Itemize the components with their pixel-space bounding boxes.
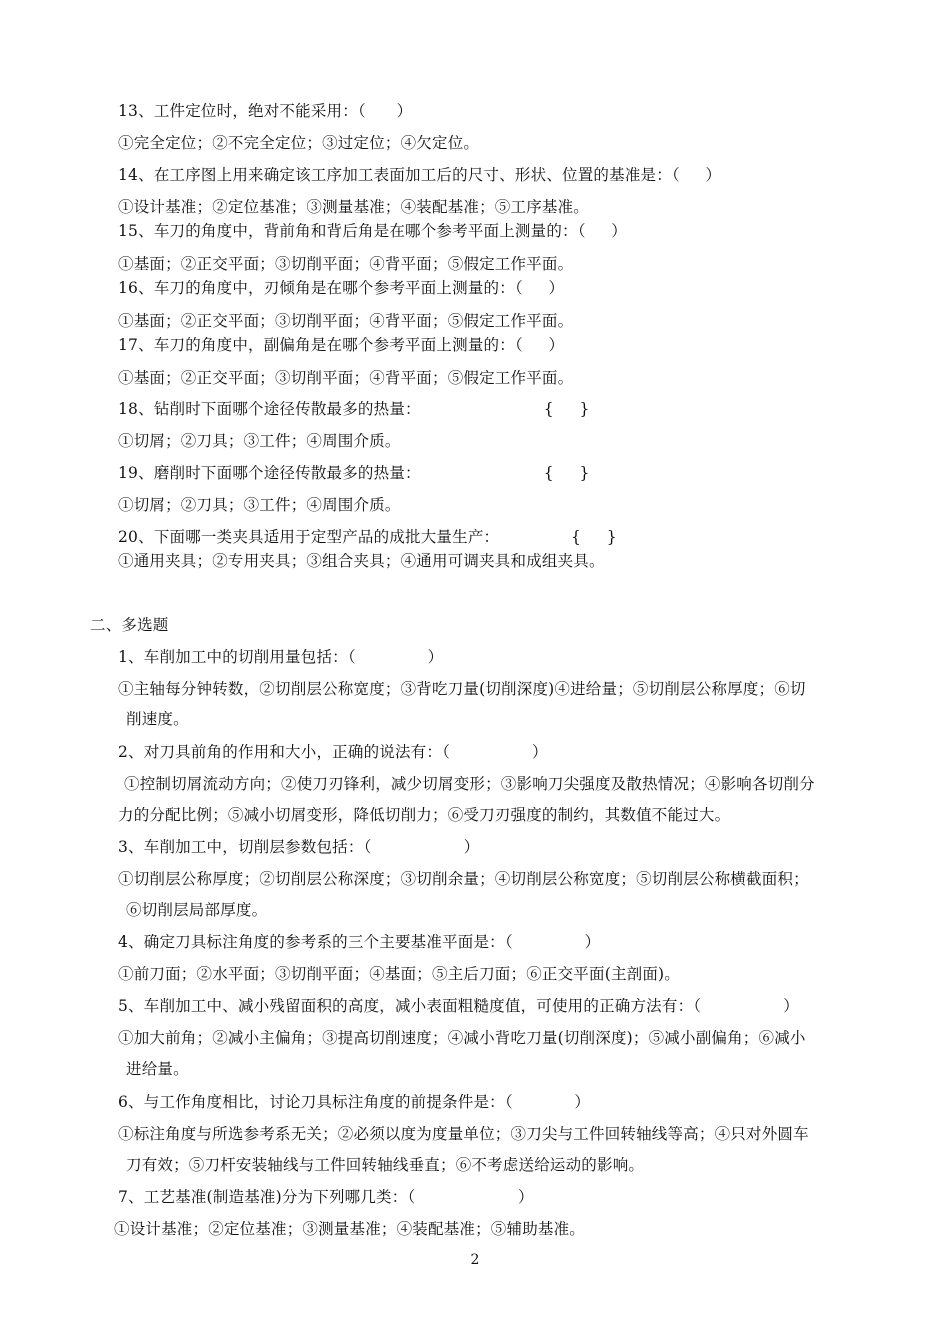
- multi-question-6-options-cont: 刀有效；⑤刀杆安装轴线与工件回转轴线垂直；⑥不考虑送给运动的影响。: [126, 1156, 645, 1174]
- question-17: 17、车刀的角度中，副偏角是在哪个参考平面上测量的：（ ）: [118, 336, 565, 354]
- multi-question-4-options: ①前刀面；②水平面；③切削平面；④基面；⑤主后刀面；⑥正交平面(主剖面)。: [118, 965, 680, 983]
- question-13: 13、工件定位时，绝对不能采用：（ ）: [118, 102, 413, 120]
- multi-question-6-options: ①标注角度与所选参考系无关；②必须以度为度量单位；③刀尖与工件回转轴线等高；④只对外圆车: [118, 1125, 809, 1143]
- multi-question-5-options: ①加大前角；②减小主偏角；③提高切削速度；④减小背吃刀量(切削深度)；⑤减小副偏角；⑥减小: [118, 1029, 806, 1047]
- multi-question-3: 3、车削加工中，切削层参数包括：（ ）: [118, 838, 480, 856]
- multi-question-1: 1、车削加工中的切削用量包括：（ ）: [118, 648, 444, 666]
- multi-question-5-options-cont: 进给量。: [126, 1060, 189, 1078]
- question-16: 16、车刀的角度中，刃倾角是在哪个参考平面上测量的：（ ）: [118, 279, 565, 297]
- question-18-options: ①切屑；②刀具；③工件；④周围介质。: [118, 432, 401, 450]
- question-17-options: ①基面；②正交平面；③切削平面；④背平面；⑤假定工作平面。: [118, 369, 574, 387]
- question-14-options: ①设计基准；②定位基准；③测量基准；④装配基准；⑤工序基准。: [118, 198, 590, 216]
- question-14: 14、在工序图上用来确定该工序加工表面加工后的尺寸、形状、位置的基准是：（ ）: [118, 166, 722, 184]
- multi-question-5: 5、车削加工中、减小残留面积的高度，减小表面粗糙度值，可使用的正确方法有：（ ）: [118, 997, 799, 1015]
- page-number: 2: [470, 1252, 480, 1268]
- multi-question-4: 4、确定刀具标注角度的参考系的三个主要基准平面是：（ ）: [118, 933, 601, 951]
- multi-question-2-options-cont: 力的分配比例；⑤减小切屑变形，降低切削力；⑥受刀刃强度的制约，其数值不能过大。: [118, 806, 731, 824]
- multi-question-1-options-cont: 削速度。: [126, 710, 189, 728]
- question-20: 20、下面哪一类夹具适用于定型产品的成批大量生产： { }: [118, 528, 617, 546]
- section-title: 二、多选题: [90, 616, 169, 634]
- multi-question-7-options: ①设计基准；②定位基准；③测量基准；④装配基准；⑤辅助基准。: [114, 1220, 586, 1238]
- question-15-options: ①基面；②正交平面；③切削平面；④背平面；⑤假定工作平面。: [118, 255, 574, 273]
- multi-question-2-options: ①控制切屑流动方向；②使刀刃锋利，减少切屑变形；③影响刀尖强度及散热情况；④影响各切削分: [124, 775, 815, 793]
- question-18: 18、钻削时下面哪个途径传散最多的热量： { }: [118, 400, 590, 418]
- question-19: 19、磨削时下面哪个途径传散最多的热量： { }: [118, 464, 590, 482]
- question-19-options: ①切屑；②刀具；③工件；④周围介质。: [118, 496, 401, 514]
- multi-question-1-options: ①主轴每分钟转数，②切削层公称宽度；③背吃刀量(切削深度)④进给量；⑤切削层公称厚度；⑥切: [118, 680, 806, 698]
- question-15: 15、车刀的角度中，背前角和背后角是在哪个参考平面上测量的：（ ）: [118, 222, 628, 240]
- multi-question-7: 7、工艺基准(制造基准)分为下列哪几类：（ ）: [118, 1188, 534, 1206]
- multi-question-3-options: ①切削层公称厚度；②切削层公称深度；③切削余量；④切削层公称宽度；⑤切削层公称横截面积；: [118, 870, 809, 888]
- question-13-options: ①完全定位；②不完全定位；③过定位；④欠定位。: [118, 134, 480, 152]
- multi-question-3-options-cont: ⑥切削层局部厚度。: [126, 901, 268, 919]
- question-16-options: ①基面；②正交平面；③切削平面；④背平面；⑤假定工作平面。: [118, 312, 574, 330]
- question-20-options: ①通用夹具；②专用夹具；③组合夹具；④通用可调夹具和成组夹具。: [118, 552, 605, 570]
- multi-question-2: 2、对刀具前角的作用和大小，正确的说法有：（ ）: [118, 743, 548, 761]
- multi-question-6: 6、与工作角度相比，讨论刀具标注角度的前提条件是：（ ）: [118, 1093, 591, 1111]
